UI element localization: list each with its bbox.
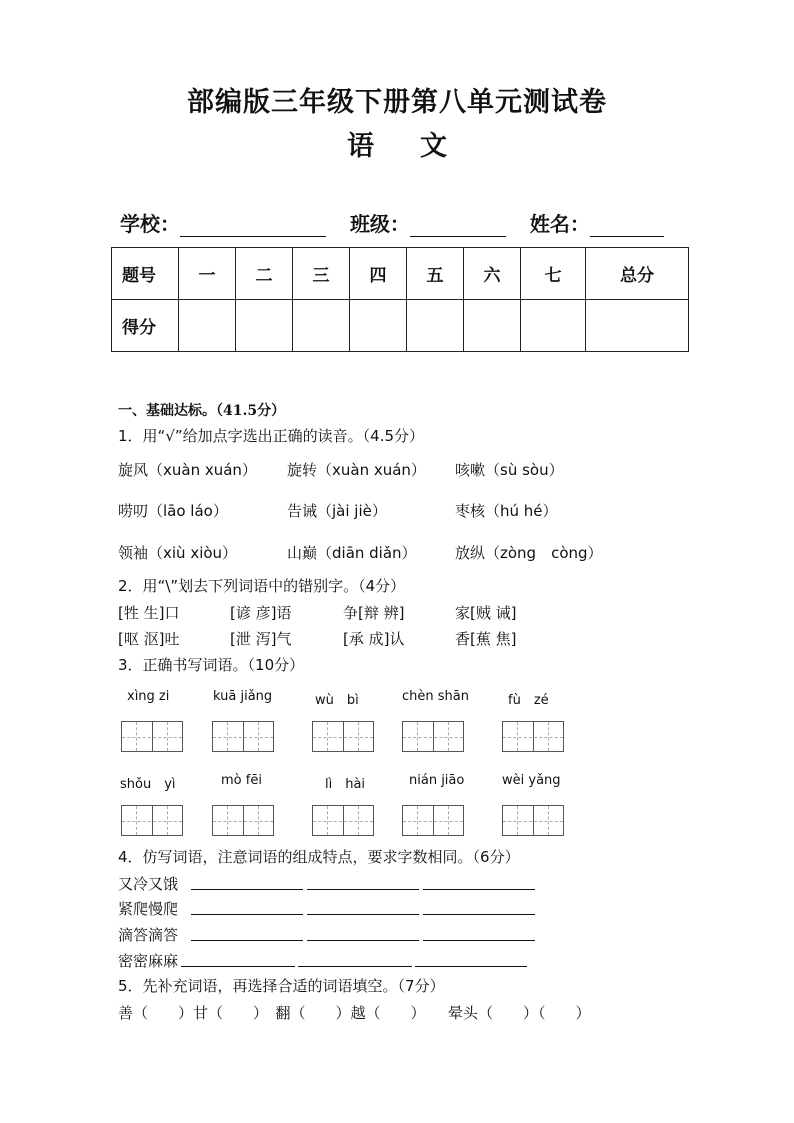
score-input-cell[interactable] [521, 300, 586, 352]
school-label: 学校： [120, 212, 180, 236]
score-input-cell[interactable] [586, 300, 689, 352]
score-input-cell[interactable] [350, 300, 407, 352]
wrong-char-item: [谚 彦]语 [230, 604, 292, 622]
subject-char-2: 文 [420, 131, 447, 162]
score-table [111, 247, 689, 352]
wrong-char-item: [泄 泻]气 [230, 630, 292, 648]
writing-grid[interactable] [312, 805, 374, 836]
answer-line[interactable] [423, 889, 535, 890]
score-table-cell: 三 [293, 248, 350, 300]
score-input-cell[interactable] [179, 300, 236, 352]
pinyin-choice-item: 枣核（hú hé） [455, 502, 558, 520]
pinyin-label: nián jiāo [409, 773, 465, 788]
writing-grid[interactable] [212, 721, 274, 752]
page-title: 部编版三年级下册第八单元测试卷 [187, 87, 607, 118]
question-5-prompt: 5．先补充词语，再选择合适的词语填空。（7分） [118, 977, 445, 995]
question-2-prompt: 2．用“\”划去下列词语中的错别字。（4分） [118, 577, 406, 595]
pinyin-choice-item: 咳嗽（sù sòu） [455, 461, 564, 479]
score-table-cell: 七 [521, 248, 586, 300]
score-table-cell: 总分 [586, 248, 689, 300]
score-input-cell[interactable] [464, 300, 521, 352]
wrong-char-item: 香[蕉 焦] [455, 630, 517, 648]
pinyin-label: mò fēi [221, 773, 262, 788]
answer-line[interactable] [181, 966, 295, 967]
class-blank[interactable] [410, 214, 506, 237]
question-1-prompt: 1．用“√”给加点字选出正确的读音。（4.5分） [118, 427, 425, 445]
wrong-char-item: [呕 沤]吐 [118, 630, 180, 648]
pinyin-label: fù zé [508, 693, 549, 708]
fill-in-line: 善（ ）甘（ ） 翻（ ）越（ ） 晕头（ ）（ ） [118, 1004, 591, 1022]
model-word: 密密麻麻 [118, 952, 179, 970]
section-heading: 一、基础达标。（41.5分） [118, 403, 286, 419]
name-label: 姓名： [529, 212, 590, 236]
answer-line[interactable] [307, 914, 419, 915]
wrong-char-item: [承 成]认 [343, 630, 405, 648]
pinyin-label: wèi yǎng [502, 773, 561, 788]
pinyin-label: chèn shān [402, 689, 469, 704]
answer-line[interactable] [191, 940, 303, 941]
pinyin-label: kuā jiǎng [213, 689, 273, 704]
writing-grid[interactable] [402, 721, 464, 752]
school-blank[interactable] [180, 214, 326, 237]
score-input-cell[interactable] [407, 300, 464, 352]
student-info-line [120, 208, 664, 237]
pinyin-choice-item: 旋转（xuàn xuán） [287, 461, 426, 479]
pinyin-choice-item: 告诫（jài jiè） [287, 502, 387, 520]
model-word: 紧爬慢爬 [118, 900, 179, 918]
model-word: 滴答滴答 [118, 926, 179, 944]
writing-grid[interactable] [502, 721, 564, 752]
writing-grid[interactable] [212, 805, 274, 836]
score-input-cell[interactable] [236, 300, 293, 352]
answer-line[interactable] [191, 914, 303, 915]
writing-grid[interactable] [312, 721, 374, 752]
answer-line[interactable] [191, 889, 303, 890]
score-table-score-row [112, 300, 689, 352]
wrong-char-item: 争[辩 辨] [343, 604, 405, 622]
writing-grid[interactable] [502, 805, 564, 836]
pinyin-choice-item: 旋风（xuàn xuán） [118, 461, 257, 479]
pinyin-choice-item: 领袖（xiù xiòu） [118, 544, 238, 562]
score-table-header-row [112, 248, 689, 300]
wrong-char-item: [牲 生]口 [118, 604, 180, 622]
question-3-prompt: 3．正确书写词语。（10分） [118, 656, 305, 674]
pinyin-choice-item: 山巅（diān diǎn） [287, 544, 417, 562]
score-input-cell[interactable] [293, 300, 350, 352]
subject-char-1: 语 [347, 131, 374, 162]
writing-grid[interactable] [121, 721, 183, 752]
name-blank[interactable] [590, 214, 664, 237]
pinyin-choice-item: 放纵（zòng còng） [455, 544, 603, 562]
answer-line[interactable] [423, 914, 535, 915]
writing-grid[interactable] [402, 805, 464, 836]
class-label: 班级： [349, 212, 410, 236]
score-table-cell: 一 [179, 248, 236, 300]
answer-line[interactable] [307, 889, 419, 890]
score-table-cell: 二 [236, 248, 293, 300]
writing-grid[interactable] [121, 805, 183, 836]
score-table-cell: 五 [407, 248, 464, 300]
answer-line[interactable] [423, 940, 535, 941]
pinyin-label: lì hài [325, 777, 366, 792]
subject-title [0, 124, 794, 163]
score-table-cell: 题号 [112, 248, 179, 300]
wrong-char-item: 家[贼 诫] [455, 604, 517, 622]
model-word: 又冷又饿 [118, 875, 179, 893]
pinyin-label: shǒu yì [120, 777, 176, 792]
answer-line[interactable] [307, 940, 419, 941]
score-table-cell: 六 [464, 248, 521, 300]
score-table-cell: 四 [350, 248, 407, 300]
pinyin-label: xìng zi [127, 689, 170, 704]
answer-line[interactable] [415, 966, 527, 967]
answer-line[interactable] [298, 966, 412, 967]
pinyin-choice-item: 唠叨（lāo láo） [118, 502, 228, 520]
pinyin-label: wù bì [315, 693, 359, 708]
score-table-cell: 得分 [112, 300, 179, 352]
question-4-prompt: 4．仿写词语，注意词语的组成特点，要求字数相同。（6分） [118, 848, 520, 866]
